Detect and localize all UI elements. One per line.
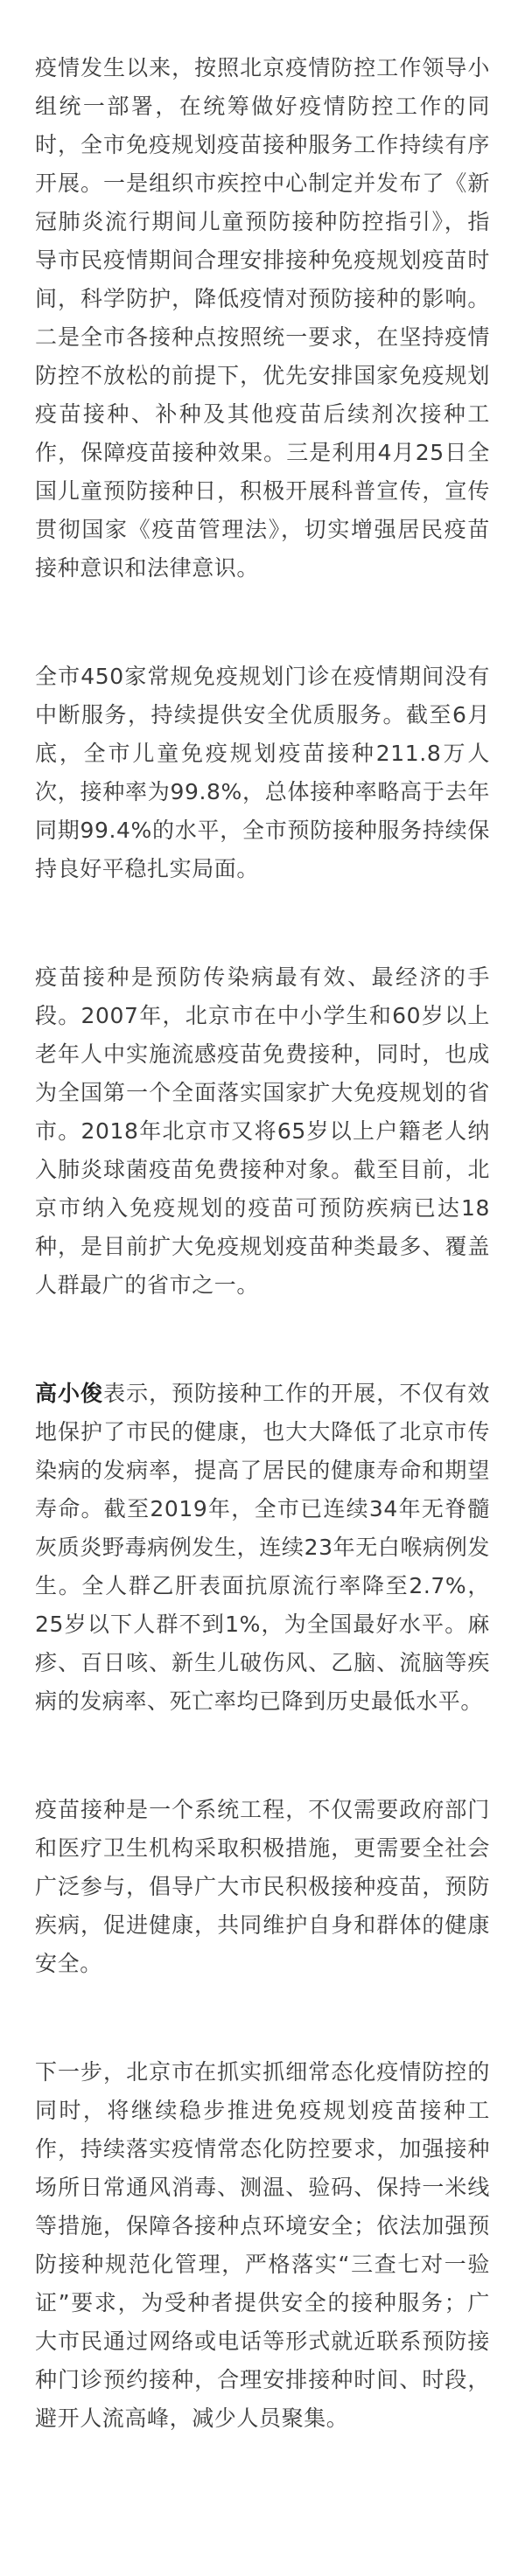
paragraph-6 xyxy=(35,2053,490,2438)
paragraph-text: 疫情发生以来，按照北京疫情防控工作领导小组统一部署，在统筹做好疫情防控工作的同时，全市免疫规划疫苗接种服务工作持续有序开展。一是组织市疾控中心制定并发布了《新冠肺炎流行期间儿童预防接种防控指引》，指导市民疫情期间合理安排接种免疫规划疫苗时间，科学防护，降低疫情对预防接种的影响。二是全市各接种点按照统一要求，在坚持疫情防控不放松的前提下，优先安排国家免疫规划疫苗接种、补种及其他疫苗后续剂次接种工作，保障疫苗接种效果。三是利用4月25日全国儿童预防接种日，积极开展科普宣传，宣传贯彻国家《疫苗管理法》，切实增强居民疫苗接种意识和法律意识。 xyxy=(35,55,490,581)
paragraph-1 xyxy=(35,49,490,588)
paragraph-text: 表示，预防接种工作的开展，不仅有效地保护了市民的健康，也大大降低了北京市传染病的发病率，提高了居民的健康寿命和期望寿命。截至2019年，全市已连续34年无脊髓灰质炎野毒病例发生，连续23年无白喉病例发生。全人群乙肝表面抗原流行率降至2.7%，25岁以下人群不到1%，为全国最好水平。麻疹、百日咳、新生儿破伤风、乙脑、流脑等疾病的发病率、死亡率均已降到历史最低水平。 xyxy=(35,1381,490,1714)
paragraph-2 xyxy=(35,658,490,888)
paragraph-text: 全市450家常规免疫规划门诊在疫情期间没有中断服务，持续提供安全优质服务。截至6月底，全市儿童免疫规划疫苗接种211.8万人次，接种率为99.8%，总体接种率略高于去年同期99.4%的水平，全市预防接种服务持续保持良好平稳扎实局面。 xyxy=(35,664,490,881)
paragraph-5 xyxy=(35,1791,490,1983)
paragraph-3 xyxy=(35,958,490,1305)
paragraph-text: 疫苗接种是一个系统工程，不仅需要政府部门和医疗卫生机构采取积极措施，更需要全社会广泛参与，倡导广大市民积极接种疫苗，预防疾病，促进健康，共同维护自身和群体的健康安全。 xyxy=(35,1797,490,1976)
paragraph-text: 疫苗接种是预防传染病最有效、最经济的手段。2007年，北京市在中小学生和60岁以上老年人中实施流感疫苗免费接种，同时，也成为全国第一个全面落实国家扩大免疫规划的省市。2018年北京市又将65岁以上户籍老人纳入肺炎球菌疫苗免费接种对象。截至目前，北京市纳入免疫规划的疫苗可预防疾病已达18种，是目前扩大免疫规划疫苗种类最多、覆盖人群最广的省市之一。 xyxy=(35,964,490,1298)
paragraph-4 xyxy=(35,1375,490,1721)
paragraph-text: 下一步，北京市在抓实抓细常态化疫情防控的同时，将继续稳步推进免疫规划疫苗接种工作，持续落实疫情常态化防控要求，加强接种场所日常通风消毒、测温、验码、保持一米线等措施，保障各接种点环境安全；依法加强预防接种规范化管理，严格落实“三查七对一验证”要求，为受种者提供安全的接种服务；广大市民通过网络或电话等形式就近联系预防接种门诊预约接种，合理安排接种时间、时段，避开人流高峰，减少人员聚集。 xyxy=(35,2059,490,2431)
speaker-name: 高小俊 xyxy=(35,1381,104,1406)
